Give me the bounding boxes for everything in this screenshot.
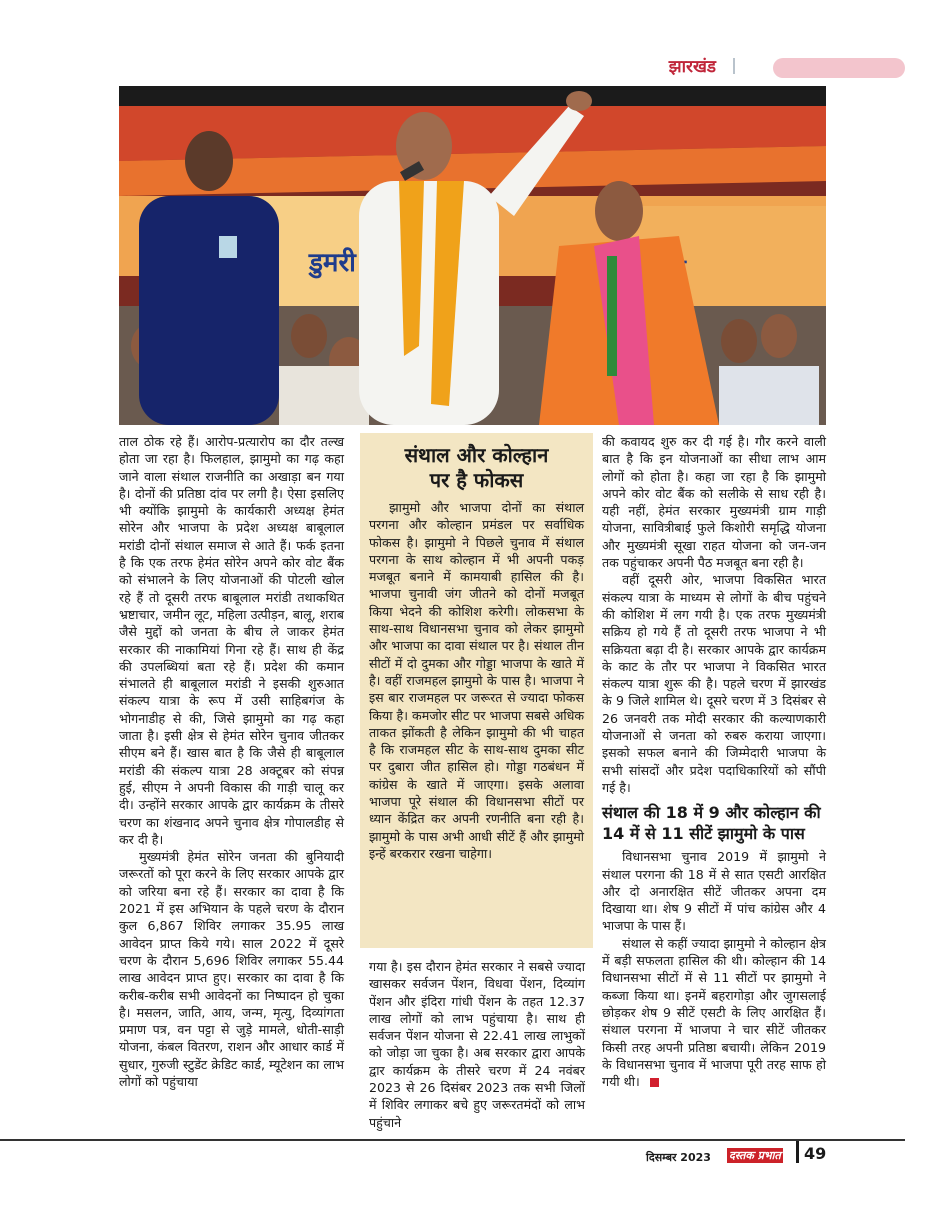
page-number: 49 <box>804 1144 827 1163</box>
footer-date: दिसम्बर 2023 <box>646 1151 711 1164</box>
col3-paragraph: विधानसभा चुनाव 2019 में झामुमो ने संथाल परगना की 18 में से सात एसटी आरक्षित और दो अनारक्षित सीटें जीतकर अपना दम दिखाया था। शेष 9 सीटों में पांच कांग्रेस और 4 भाजपा के पास हैं। <box>602 849 826 934</box>
col3-paragraph-last <box>602 935 826 1091</box>
end-mark-icon <box>650 1078 659 1087</box>
box-title-line: पर है फोकस <box>429 468 524 492</box>
col3-paragraph: वहीं दूसरी ओर, भाजपा विकसित भारत संकल्प यात्रा के माध्यम से लोगों के बीच पहुंचने की कोशिश में लग गयी है। एक तरफ मुख्यमंत्री सक्रिय हो गये हैं तो दूसरी तरफ भाजपा ने भी सक्रियता बढ़ा दी है। सरकार आपके द्वार कार्यक्रम के काट के तौर पर भाजपा ने विकसित भारत संकल्प यात्रा शुरू की है। पहले चरण में झारखंड के 9 जिले शामिल थे। दूसरे चरण में 3 दिसंबर से 26 जनवरी तक मोदी सरकार की कल्याणकारी योजनाओं से जनता को रुबरु कराया जाएगा। इसको सफल बनाने की जिम्मेदारी भाजपा के सभी सांसदों और प्रदेश पदाधिकारियों को सौंपी गई है। <box>602 572 826 795</box>
subheading: संथाल की 18 में 9 और कोल्हान की 14 में से 11 सीटें झामुमो के पास <box>602 803 821 844</box>
box-paragraph: झामुमो और भाजपा दोनों का संथाल परगना और कोल्हान प्रमंडल पर सर्वाधिक फोकस है। झामुमो ने पिछले चुनाव में संथाल परगना के साथ कोल्हान में भी अपनी पकड़ मजबूत बनाने में कामयाबी हासिल की है। भाजपा चुनावी जंग जीतने को दोनों मजबूत किया भेदने की कोशिश करेगी। लोकसभा के साथ-साथ विधानसभा चुनाव को लेकर झामुमो और भाजपा का दावा संथाल पर है। संथाल तीन सीटों में दो दुमका और गोड्डा भाजपा के खाते में है। वहीं राजमहल झामुमो के पास है। भाजपा ने इस बार राजमहल पर जरूरत से ज्यादा फोकस किया है। कमजोर सीट पर भाजपा सबसे अधिक ताकत झोंकती है लेकिन झामुमो की भी चाहत है कि राजमहल सीट के साथ-साथ दुमका सीट पर दुबारा जीत हासिल हो। गोड्डा गठबंधन में कांग्रेस के खाते में जाएगा। इसके अलावा भाजपा पूरे संथाल की विधानसभा सीटों पर ध्यान केंद्रित कर अपनी रणनीति बना रही है। झामुमो के पास अभी आधी सीटें हैं और झामुमो इन्हें बरकरार रखना चाहेगा। <box>369 500 584 861</box>
rally-photo <box>119 86 826 425</box>
footer-magazine-logo: दस्तक प्रभात <box>729 1149 781 1162</box>
column-3 <box>602 433 826 1090</box>
box-text <box>369 499 584 862</box>
column-1 <box>119 433 344 1090</box>
box-title <box>366 443 587 493</box>
col3-last-text: संथाल से कहीं ज्यादा झामुमो ने कोल्हान क्षेत्र में बड़ी सफलता हासिल की थी। कोल्हान की 14 विधानसभा सीटों में से 11 सीटों पर झामुमो ने कब्जा किया था। इनमें बहरागोड़ा और जुगसलाई छोड़कर शेष 9 सीटें एसटी के लिए आरक्षित हैं। संथाल परगना में भाजपा ने चार सीटें जीतकर किसी तरह अपनी प्रतिष्ठा बचायी। लेकिन 2019 के विधानसभा चुनाव में भाजपा पूरी तरह साफ हो गयी थी। <box>602 935 826 1090</box>
section-pill <box>773 58 905 78</box>
col2-paragraph: गया है। इस दौरान हेमंत सरकार ने सबसे ज्यादा खासकर सर्वजन पेंशन, विधवा पेंशन, दिव्यांग पेंशन और इंदिरा गांधी पेंशन के तहत 12.37 लाख लोगों को लाभ पहुंचाया है। साथ ही सर्वजन पेंशन योजना से 22.41 लाख लाभुकों को जोड़ा जा चुका है। अब सरकार द्वारा आपके द्वार कार्यक्रम के तीसरे चरण में 24 नवंबर 2023 से 26 दिसंबर 2023 तक सभी जिलों में शिविर लगाकर बचे हुए जरूरतमंदों को लाभ पहुंचाने <box>369 959 585 1130</box>
col1-paragraph: ताल ठोक रहे हैं। आरोप-प्रत्यारोप का दौर तल्ख होता जा रहा है। फिलहाल, झामुमो का गढ़ कहा जाने वाला संथाल राजनीति का अखाड़ा बन गया है। दोनों की प्रतिष्ठा दांव पर लगी है। ऐसा इसलिए भी क्योंकि झामुमो के कार्यकारी अध्यक्ष हेमंत सोरेन और भाजपा के प्रदेश अध्यक्ष बाबूलाल मरांडी दोनों संथाल समाज से आते हैं। फर्क इतना है कि एक तरफ हेमंत सोरेन अपने कोर वोट बैंक को संभालने के लिए योजनाओं की पोटली खोल रहे हैं तो दूसरी तरफ बाबूलाल मरांडी तथाकथित भ्रष्टाचार, जमीन लूट, महिला उत्पीड़न, बालू, शराब जैसे मुद्दों को जनता के बीच ले जाकर हेमंत सरकार की नाकामियां गिना रहे हैं। साथ ही केंद्र की उपलब्धियां बता रहे हैं। प्रदेश की कमान संभालते ही बाबूलाल मरांडी ने इसकी शुरुआत संकल्प यात्रा के रूप में उसी साहिबगंज के भोगनाडीह से की, जिसे झामुमो का गढ़ कहा जाता है। इसी क्षेत्र से हेमंत सोरेन चुनाव जीतकर सीएम बने हैं। खास बात है कि जैसे ही बाबूलाल मरांडी की संकल्प यात्रा 28 अक्टूबर को संपन्न हुई, सीएम ने अपनी विकास की गाड़ी चालू कर दी। उन्होंने सरकार आपके द्वार कार्यक्रम के तीसरे चरण का शंखनाद अपने चुनाव क्षेत्र गोपालडीह से कर दी है। <box>119 434 344 847</box>
col1-paragraph: मुख्यमंत्री हेमंत सोरेन जनता की बुनियादी जरूरतों को पूरा करने के लिए सरकार आपके द्वार को जरिया बना रहे हैं। सरकार का दावा है कि 2021 में इस अभियान के पहले चरण के दौरान कुल 6,867 शिविर लगाकर 35.95 लाख आवेदन प्राप्त किये गये। साल 2022 में दूसरे चरण के दौरान 5,696 शिविर लगाकर 55.44 लाख आवेदन प्राप्त हुए। सरकार का दावा है कि करीब-करीब सभी आवेदनों का निष्पादन हो चुका है। मसलन, जाति, आय, जन्म, मृत्यु, दिव्यांगता प्रमाण पत्र, वन पट्टा से जुड़े मामले, धोती-साड़ी योजना, कंबल वितरण, राशन और आधार कार्ड में सुधार, गुरुजी स्टुडेंट क्रेडिट कार्ड, म्यूटेशन का लाभ लोगों को पहुंचाया <box>119 849 344 1089</box>
box-title-line: संथाल और कोल्हान <box>404 443 549 467</box>
column-2-lower <box>369 958 585 1131</box>
banner-text-1: डुमरी <box>309 248 356 278</box>
col3-paragraph: की कवायद शुरु कर दी गई है। गौर करने वाली बात है कि इन योजनाओं का सीधा लाभ आम लोगों को होता है। कहा जा रहा है कि झामुमो अपने कोर वोट बैंक को सलीके से साध रही है। यही नहीं, हेमंत सरकार मुख्यमंत्री ग्राम गाड़ी योजना, सावित्रीबाई फुले किशोरी समृद्धि योजना और मुख्यमंत्री सूखा राहत योजना को जन-जन तक पहुंचाकर अपनी पैठ मजबूत बना रही है। <box>602 434 826 571</box>
section-label: झारखंड <box>668 57 716 77</box>
footer-divider <box>796 1141 799 1163</box>
section-divider <box>733 58 735 74</box>
footer-rule <box>0 1139 905 1141</box>
highlight-box <box>360 433 593 948</box>
